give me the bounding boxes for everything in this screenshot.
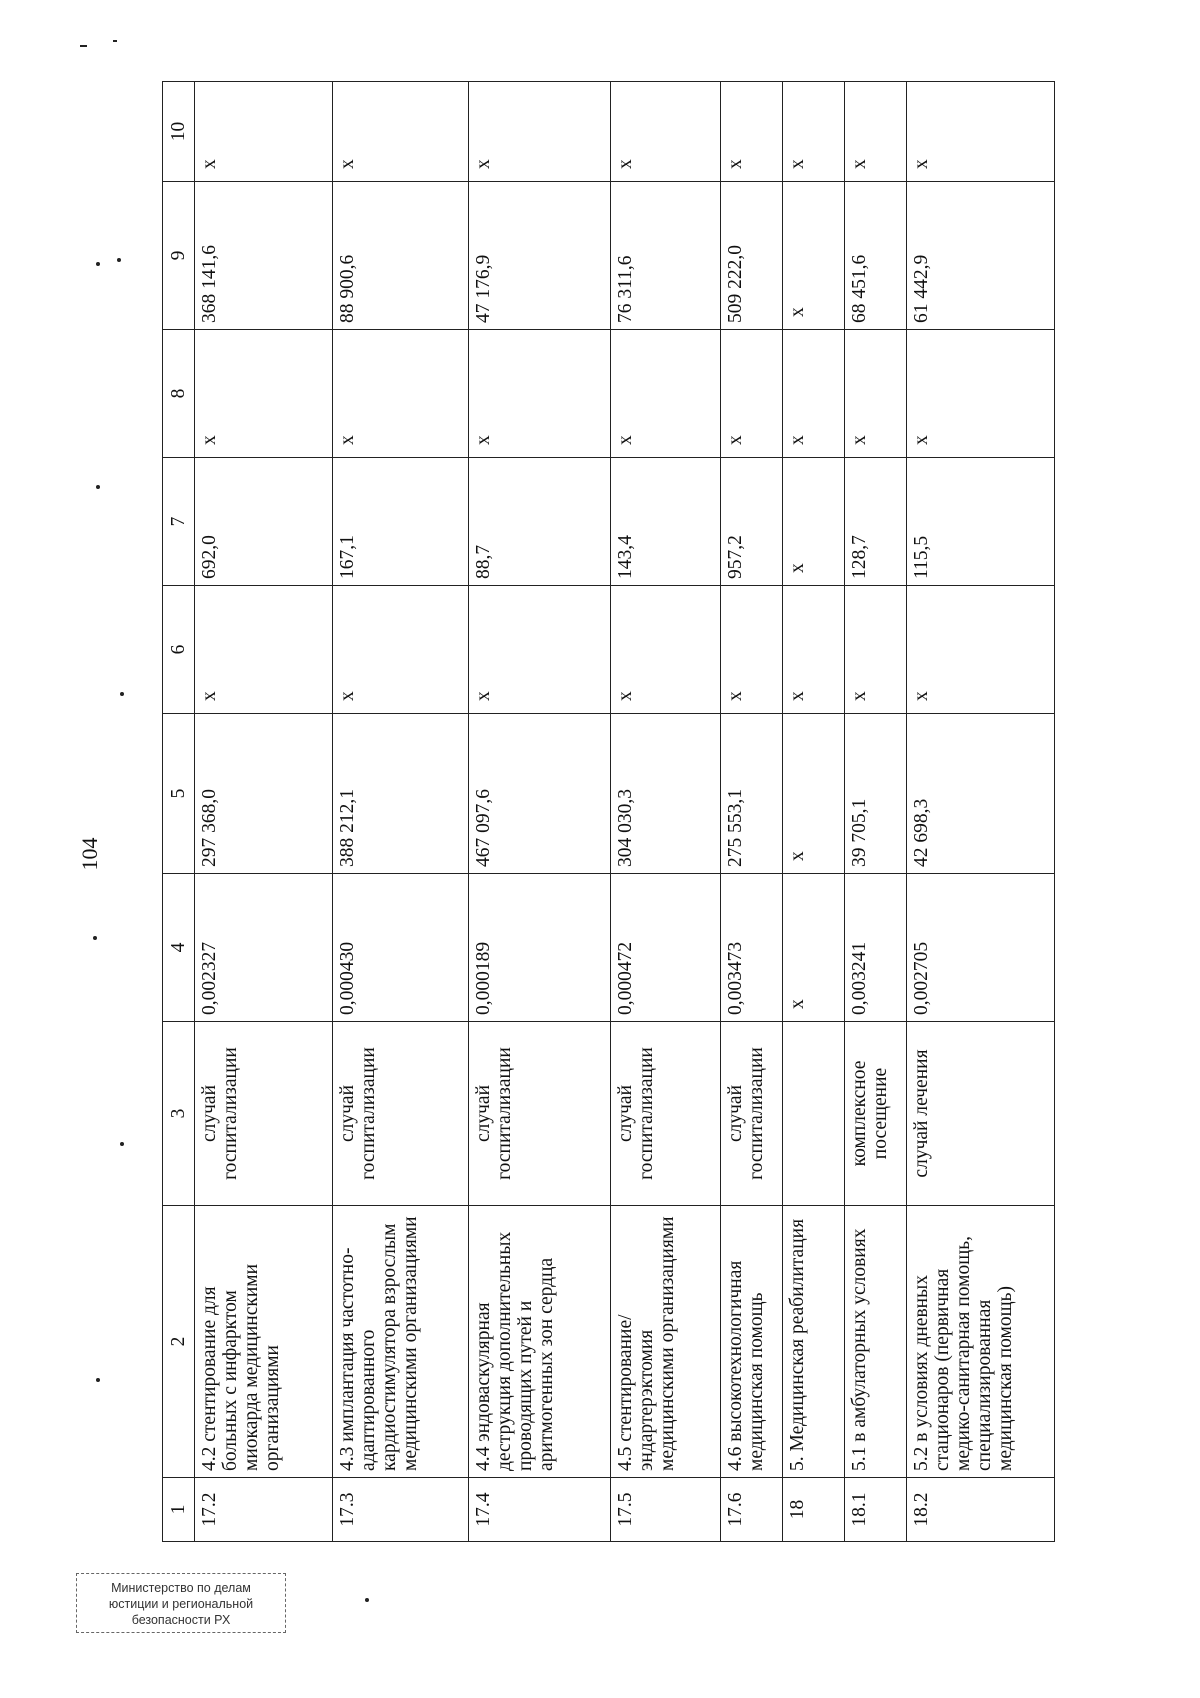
scan-speck (96, 262, 100, 266)
rotated-table-wrapper (162, 82, 1054, 1542)
row-total: 61 442,9 (907, 182, 1055, 330)
row-col10: х (845, 82, 907, 182)
row-col6: х (469, 586, 611, 714)
scan-speck (80, 45, 87, 47)
row-col6: х (333, 586, 469, 714)
row-col10: х (469, 82, 611, 182)
scan-speck (113, 40, 117, 42)
row-unit: случай госпитализации (469, 1022, 611, 1206)
row-volume: 0,003241 (845, 874, 907, 1022)
row-number: 18.2 (907, 1478, 1055, 1542)
header-cell: 10 (163, 82, 195, 182)
row-col10: х (611, 82, 721, 182)
row-cost: х (783, 714, 845, 874)
row-per-capita: 115,5 (907, 458, 1055, 586)
header-row (163, 82, 195, 1542)
row-number: 17.3 (333, 1478, 469, 1542)
table-row (783, 82, 845, 1542)
row-per-capita: 143,4 (611, 458, 721, 586)
row-per-capita: 692,0 (195, 458, 333, 586)
scan-speck (120, 1142, 124, 1146)
header-cell: 2 (163, 1206, 195, 1478)
row-cost: 297 368,0 (195, 714, 333, 874)
row-unit: случай госпитализации (333, 1022, 469, 1206)
row-per-capita: х (783, 458, 845, 586)
row-total: 88 900,6 (333, 182, 469, 330)
row-col8: х (845, 330, 907, 458)
row-col6: х (721, 586, 783, 714)
row-name: 4.2 стентирование для больных с инфарктом миокарда медицинскими организациями (195, 1206, 333, 1478)
row-col6: х (195, 586, 333, 714)
stamp-line: безопасности РХ (131, 1613, 231, 1627)
scan-speck (96, 485, 100, 489)
row-col6: х (611, 586, 721, 714)
header-cell: 6 (163, 586, 195, 714)
row-total: 76 311,6 (611, 182, 721, 330)
row-volume: 0,003473 (721, 874, 783, 1022)
row-col8: х (721, 330, 783, 458)
row-volume: 0,000189 (469, 874, 611, 1022)
row-col6: х (783, 586, 845, 714)
row-name: 5. Медицинская реабилитация (783, 1206, 845, 1478)
registration-stamp (76, 1573, 286, 1633)
row-volume: 0,002327 (195, 874, 333, 1022)
row-name: 5.1 в амбулаторных условиях (845, 1206, 907, 1478)
row-volume: 0,000472 (611, 874, 721, 1022)
row-col8: х (195, 330, 333, 458)
row-total: 509 222,0 (721, 182, 783, 330)
row-cost: 275 553,1 (721, 714, 783, 874)
row-total: 368 141,6 (195, 182, 333, 330)
row-volume: 0,002705 (907, 874, 1055, 1022)
row-cost: 467 097,6 (469, 714, 611, 874)
table-row (333, 82, 469, 1542)
header-cell: 7 (163, 458, 195, 586)
stamp-line: Министерство по делам (111, 1581, 251, 1595)
scan-speck (120, 692, 124, 696)
row-name: 4.5 стентирование/ эндартерэктомия медицинскими организациями (611, 1206, 721, 1478)
header-cell: 3 (163, 1022, 195, 1206)
row-col8: х (907, 330, 1055, 458)
row-total: 68 451,6 (845, 182, 907, 330)
scan-speck (365, 1598, 369, 1602)
row-name: 4.4 эндоваскулярная деструкция дополнительных проводящих путей и аритмогенных зон сердца (469, 1206, 611, 1478)
row-unit: комплексное посещение (845, 1022, 907, 1206)
row-volume: х (783, 874, 845, 1022)
row-per-capita: 167,1 (333, 458, 469, 586)
table-row (611, 82, 721, 1542)
row-col10: х (721, 82, 783, 182)
scan-speck (93, 936, 97, 940)
header-cell: 8 (163, 330, 195, 458)
row-col10: х (907, 82, 1055, 182)
row-col8: х (469, 330, 611, 458)
row-cost: 304 030,3 (611, 714, 721, 874)
row-number: 18 (783, 1478, 845, 1542)
row-col8: х (611, 330, 721, 458)
row-unit (783, 1022, 845, 1206)
row-cost: 39 705,1 (845, 714, 907, 874)
row-total: х (783, 182, 845, 330)
row-unit: случай госпитализации (195, 1022, 333, 1206)
table-row (907, 82, 1055, 1542)
table-row (721, 82, 783, 1542)
row-col10: х (783, 82, 845, 182)
scan-speck (117, 258, 121, 262)
row-number: 17.2 (195, 1478, 333, 1542)
row-cost: 42 698,3 (907, 714, 1055, 874)
table-row (195, 82, 333, 1542)
table-row (469, 82, 611, 1542)
row-col10: х (195, 82, 333, 182)
row-number: 17.4 (469, 1478, 611, 1542)
row-volume: 0,000430 (333, 874, 469, 1022)
row-name: 5.2 в условиях дневных стационаров (первичная медико-санитарная помощь, специализированная медицинская помощь) (907, 1206, 1055, 1478)
stamp-line: юстиции и региональной (108, 1597, 254, 1611)
row-total: 47 176,9 (469, 182, 611, 330)
row-number: 17.5 (611, 1478, 721, 1542)
row-col6: х (845, 586, 907, 714)
header-cell: 4 (163, 874, 195, 1022)
row-number: 18.1 (845, 1478, 907, 1542)
row-col8: х (783, 330, 845, 458)
row-unit: случай лечения (907, 1022, 1055, 1206)
row-unit: случай госпитализации (721, 1022, 783, 1206)
row-name: 4.3 имплантация частотно-адаптированного кардиостимулятора взрослым медицинскими организациями (333, 1206, 469, 1478)
table-row (845, 82, 907, 1542)
row-col6: х (907, 586, 1055, 714)
row-unit: случай госпитализации (611, 1022, 721, 1206)
row-name: 4.6 высокотехнологичная медицинская помощь (721, 1206, 783, 1478)
row-cost: 388 212,1 (333, 714, 469, 874)
page-number: 104 (77, 837, 102, 871)
row-per-capita: 88,7 (469, 458, 611, 586)
scan-speck (96, 1378, 100, 1382)
row-col8: х (333, 330, 469, 458)
header-cell: 5 (163, 714, 195, 874)
header-cell: 1 (163, 1478, 195, 1542)
row-per-capita: 128,7 (845, 458, 907, 586)
financing-table (162, 81, 1055, 1542)
row-number: 17.6 (721, 1478, 783, 1542)
header-cell: 9 (163, 182, 195, 330)
row-col10: х (333, 82, 469, 182)
row-per-capita: 957,2 (721, 458, 783, 586)
